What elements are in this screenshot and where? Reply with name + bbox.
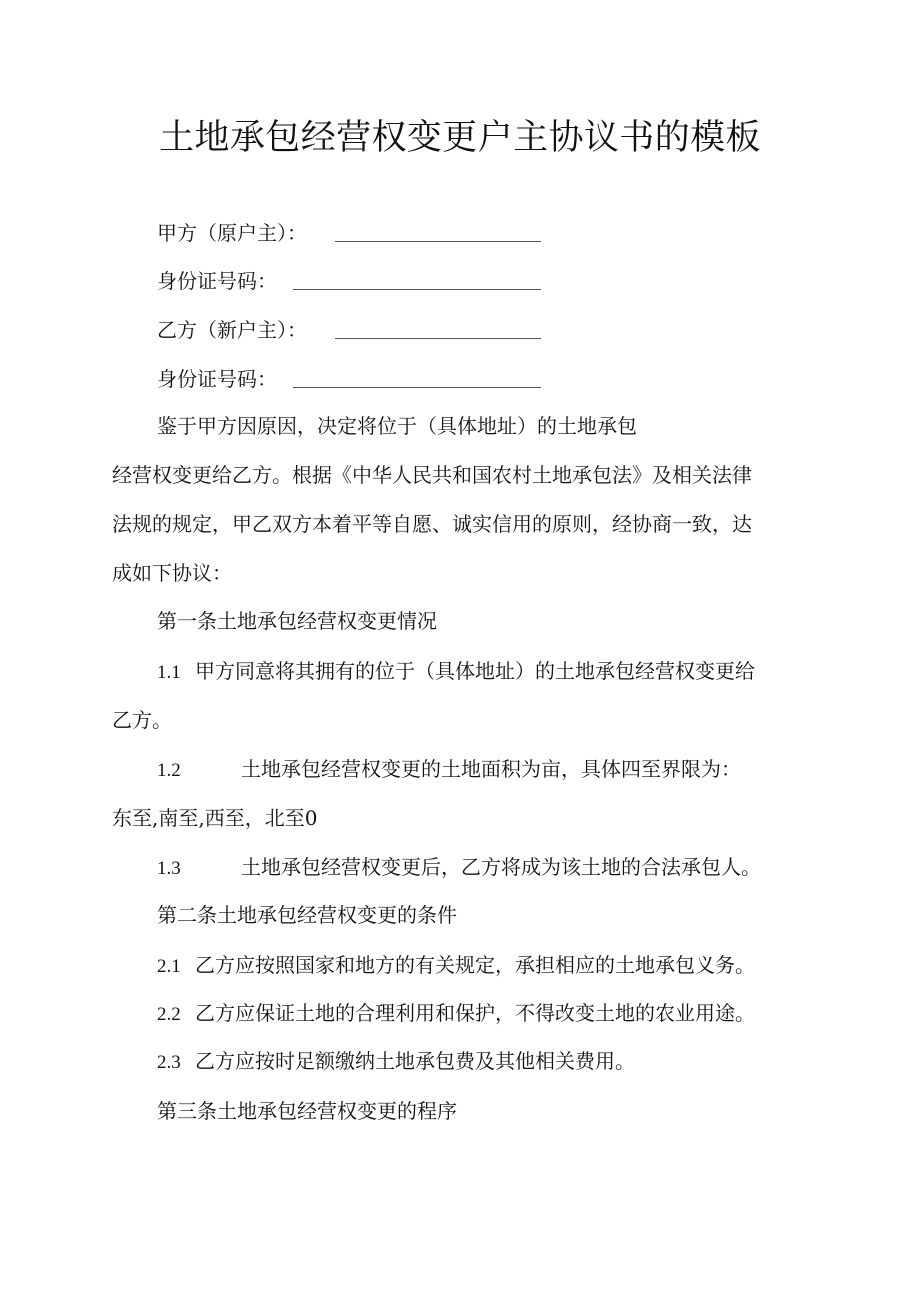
clause-number: 1.3 xyxy=(157,858,181,879)
party-b-label: 乙方（新户主）： xyxy=(157,318,307,342)
clause-number: 1.1 xyxy=(157,662,181,683)
party-a-id-field xyxy=(157,266,277,296)
party-b-field xyxy=(157,315,307,345)
clause-number: 2.1 xyxy=(157,956,181,977)
clause-text: 乙方应按照国家和地方的有关规定，承担相应的土地承包义务。 xyxy=(195,953,755,977)
article-2-heading: 第二条土地承包经营权变更的条件 xyxy=(157,903,457,927)
clause-2-2 xyxy=(157,998,857,1030)
clause-1-2-continuation: 东至,南至,西至，北至0 xyxy=(112,806,318,830)
party-a-blank-line xyxy=(335,241,541,242)
party-b-id-blank-line xyxy=(293,387,541,388)
preamble-line: 经营权变更给乙方。根据《中华人民共和国农村土地承包法》及相关法律 xyxy=(112,463,752,487)
clause-1-2 xyxy=(157,754,857,786)
clause-text: 土地承包经营权变更后，乙方将成为该土地的合法承包人。 xyxy=(241,855,761,879)
preamble-line: 鉴于甲方因原因，决定将位于（具体地址）的土地承包 xyxy=(157,414,637,438)
clause-1-3 xyxy=(157,852,857,884)
document-title: 土地承包经营权变更户主协议书的模板 xyxy=(159,118,761,158)
clause-text: 乙方应按时足额缴纳土地承包费及其他相关费用。 xyxy=(195,1049,635,1073)
party-b-id-label: 身份证号码： xyxy=(157,367,277,391)
party-a-id-label: 身份证号码： xyxy=(157,269,277,293)
clause-text: 乙方应保证土地的合理利用和保护，不得改变土地的农业用途。 xyxy=(195,1001,755,1025)
clause-number: 1.2 xyxy=(157,760,181,781)
clause-text: 甲方同意将其拥有的位于（具体地址）的土地承包经营权变更给 xyxy=(195,659,755,683)
party-a-field xyxy=(157,218,307,248)
preamble-line: 成如下协议： xyxy=(112,561,232,585)
clause-1-1 xyxy=(157,656,857,688)
article-3-heading: 第三条土地承包经营权变更的程序 xyxy=(157,1099,457,1123)
clause-text: 土地承包经营权变更的土地面积为亩，具体四至界限为： xyxy=(241,757,741,781)
party-b-id-field xyxy=(157,364,277,394)
clause-number: 2.2 xyxy=(157,1004,181,1025)
clause-2-1 xyxy=(157,950,857,982)
preamble-line: 法规的规定，甲乙双方本着平等自愿、诚实信用的原则，经协商一致，达 xyxy=(112,512,752,536)
clause-2-3 xyxy=(157,1046,857,1078)
party-a-label: 甲方（原户主）： xyxy=(157,221,307,245)
party-b-blank-line xyxy=(335,338,541,339)
clause-number: 2.3 xyxy=(157,1052,181,1073)
clause-1-1-continuation: 乙方。 xyxy=(112,708,172,732)
article-1-heading: 第一条土地承包经营权变更情况 xyxy=(157,609,437,633)
party-a-id-blank-line xyxy=(293,289,541,290)
